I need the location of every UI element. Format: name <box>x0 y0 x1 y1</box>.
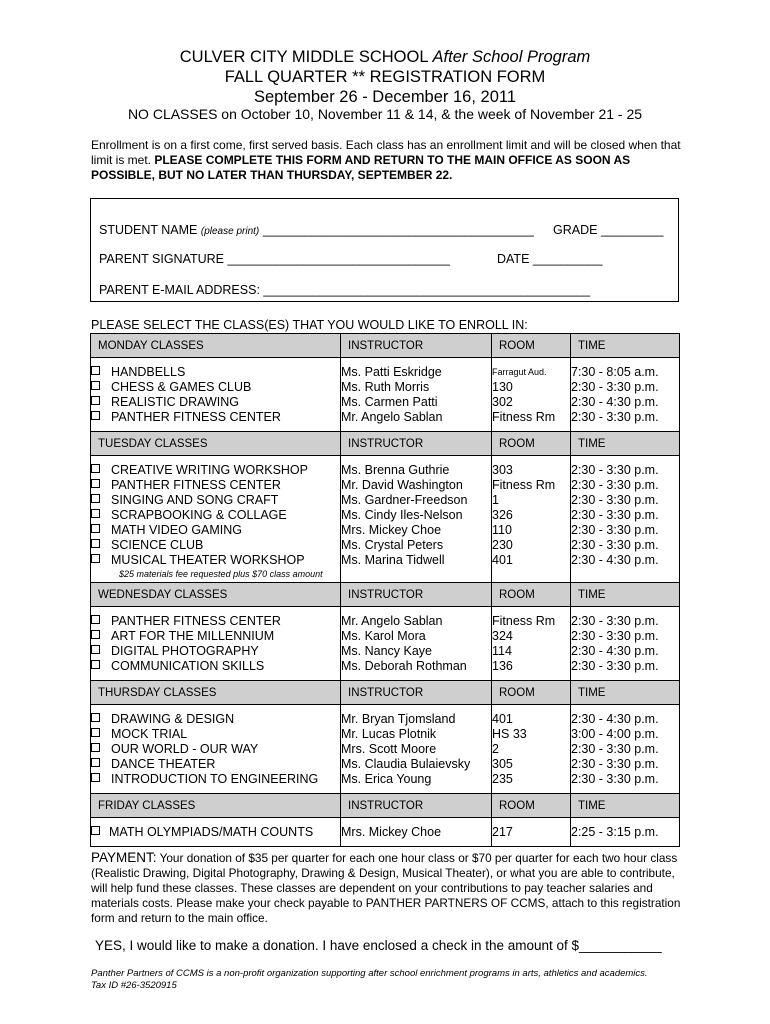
program-name: After School Program <box>432 48 591 66</box>
class-time: 2:30 - 4:30 p.m. <box>571 395 659 409</box>
room-number: 324 <box>492 629 513 643</box>
class-name: MATH OLYMPIADS/MATH COUNTS <box>109 825 314 839</box>
tuesday-class-list <box>91 456 341 583</box>
friday-times <box>571 818 680 847</box>
instructor-column-header: INSTRUCTOR <box>341 334 492 358</box>
checkbox[interactable] <box>91 773 100 782</box>
class-option[interactable] <box>91 659 340 674</box>
checkbox[interactable] <box>91 539 100 548</box>
instructor-name: Ms. Crystal Peters <box>341 538 444 552</box>
thursday-rooms <box>492 705 571 794</box>
monday-rooms <box>492 358 571 432</box>
class-option[interactable] <box>91 712 340 727</box>
class-name: OUR WORLD - OUR WAY <box>111 742 259 756</box>
checkbox[interactable] <box>91 524 100 533</box>
class-time: 2:30 - 3:30 p.m. <box>571 614 659 628</box>
grade-field[interactable] <box>553 223 664 237</box>
class-time: 2:30 - 3:30 p.m. <box>571 493 659 507</box>
time-column-header: TIME <box>571 432 680 456</box>
instructor-name: Ms. Ruth Morris <box>341 380 430 394</box>
date-line[interactable]: __________ <box>532 252 603 266</box>
wednesday-header-row <box>91 583 680 607</box>
class-time: 2:30 - 3:30 p.m. <box>571 629 659 643</box>
thursday-instructors <box>341 705 492 794</box>
class-option[interactable] <box>91 772 340 787</box>
parent-email-line[interactable]: _______________________________________________ <box>263 283 591 297</box>
friday-rooms <box>492 818 571 847</box>
instructor-name: Ms. Gardner-Freedson <box>341 493 468 507</box>
class-name: ART FOR THE MILLENNIUM <box>111 629 275 643</box>
parent-signature-label: PARENT SIGNATURE <box>99 252 225 266</box>
room-column-header: ROOM <box>492 794 571 818</box>
class-option[interactable] <box>91 523 340 538</box>
tuesday-classes-row <box>91 456 680 583</box>
parent-signature-line[interactable]: ________________________________ <box>227 252 450 266</box>
tuesday-rooms <box>492 456 571 583</box>
instructor-name: Ms. Carmen Patti <box>341 395 438 409</box>
instructor-name: Mr. Lucas Plotnik <box>341 727 437 741</box>
instructor-name: Mr. Angelo Sablan <box>341 614 443 628</box>
instructor-name: Mrs. Mickey Choe <box>341 523 442 537</box>
no-classes-label: NO CLASSES <box>127 106 218 122</box>
donation-line[interactable]: YES, I would like to make a donation. I have enclosed a check in the amount of $___________ <box>95 938 662 953</box>
footer-tax-id: Tax ID #26-3520915 <box>91 980 177 991</box>
class-option[interactable] <box>91 757 340 772</box>
room-column-header: ROOM <box>492 432 571 456</box>
checkbox[interactable] <box>91 494 100 503</box>
payment-paragraph <box>91 850 681 926</box>
class-name: DANCE THEATER <box>111 757 216 771</box>
class-option[interactable] <box>91 410 340 425</box>
checkbox[interactable] <box>91 381 100 390</box>
thursday-class-list <box>91 705 341 794</box>
class-name: MOCK TRIAL <box>111 727 188 741</box>
wednesday-times <box>571 607 680 681</box>
student-name-hint: (please print) <box>200 226 260 237</box>
class-name: COMMUNICATION SKILLS <box>111 659 265 673</box>
class-name: INTRODUCTION TO ENGINEERING <box>111 772 319 786</box>
room-number: 305 <box>492 757 513 771</box>
class-name: DIGITAL PHOTOGRAPHY <box>111 644 259 658</box>
checkbox[interactable] <box>91 396 100 405</box>
class-time: 2:30 - 3:30 p.m. <box>571 742 659 756</box>
checkbox[interactable] <box>91 464 100 473</box>
friday-class-list <box>91 818 341 847</box>
class-time: 7:30 - 8:05 a.m. <box>571 365 659 379</box>
room-number: 302 <box>492 395 513 409</box>
room-number: 136 <box>492 659 513 673</box>
room-number: 230 <box>492 538 513 552</box>
wednesday-header: WEDNESDAY CLASSES <box>91 583 341 607</box>
checkbox[interactable] <box>91 554 100 563</box>
no-classes-notice <box>0 106 770 122</box>
class-time: 2:30 - 3:30 p.m. <box>571 380 659 394</box>
class-time: 2:30 - 3:30 p.m. <box>571 410 659 424</box>
checkbox[interactable] <box>91 411 100 420</box>
room-number: 401 <box>492 712 513 726</box>
school-title <box>0 48 770 67</box>
grade-line[interactable]: _________ <box>600 223 664 237</box>
monday-classes-row <box>91 358 680 432</box>
class-time: 2:30 - 3:30 p.m. <box>571 463 659 477</box>
class-option[interactable] <box>91 508 340 523</box>
room-number: HS 33 <box>492 727 527 741</box>
instructor-name: Mrs. Mickey Choe <box>341 825 442 839</box>
checkbox[interactable] <box>91 366 100 375</box>
grade-label: GRADE <box>553 223 598 237</box>
time-column-header: TIME <box>571 583 680 607</box>
enrollment-emphasis: PLEASE COMPLETE THIS FORM AND RETURN TO THE MAIN OFFICE AS SOON AS POSSIBLE, BUT NO LATER THAN THURSDAY, SEPTEMBER 22. <box>91 153 631 182</box>
class-option[interactable] <box>91 538 340 553</box>
date-range: September 26 - December 16, 2011 <box>253 88 516 106</box>
no-classes-text: on October 10, November 11 & 14, & the week of November 21 - 25 <box>217 106 643 122</box>
monday-instructors <box>341 358 492 432</box>
class-time: 2:30 - 4:30 p.m. <box>571 644 659 658</box>
tuesday-instructors <box>341 456 492 583</box>
class-time: 2:30 - 3:30 p.m. <box>571 659 659 673</box>
time-column-header: TIME <box>571 794 680 818</box>
friday-classes-row <box>91 818 680 847</box>
enrollment-notice <box>91 138 691 183</box>
checkbox[interactable] <box>91 826 100 835</box>
instructor-name: Mr. Bryan Tjomsland <box>341 712 456 726</box>
checkbox[interactable] <box>91 630 100 639</box>
date-field[interactable] <box>497 252 602 266</box>
class-schedule-table <box>90 333 680 847</box>
time-column-header: TIME <box>571 681 680 705</box>
class-name: SCIENCE CLUB <box>111 538 204 552</box>
class-time: 3:00 - 4:00 p.m. <box>571 727 659 741</box>
class-option[interactable] <box>91 742 340 757</box>
payment-lead: PAYMENT: <box>91 850 157 865</box>
class-name: PANTHER FITNESS CENTER <box>111 614 281 628</box>
class-option[interactable] <box>91 380 340 395</box>
monday-header: MONDAY CLASSES <box>91 334 341 358</box>
class-option[interactable] <box>91 365 340 380</box>
friday-header-row <box>91 794 680 818</box>
checkbox[interactable] <box>91 743 100 752</box>
footer-line-1: Panther Partners of CCMS is a non-profit organization supporting after school enrichment programs in arts, athletics and academics. <box>91 968 648 979</box>
instructor-name: Ms. Marina Tidwell <box>341 553 445 567</box>
checkbox[interactable] <box>91 660 100 669</box>
checkbox[interactable] <box>91 758 100 767</box>
materials-fee-note: $25 materials fee requested plus $70 class amount <box>119 569 323 579</box>
room-number: 114 <box>492 644 512 658</box>
class-option[interactable] <box>91 395 340 410</box>
class-name: SINGING AND SONG CRAFT <box>111 493 279 507</box>
thursday-classes-row <box>91 705 680 794</box>
student-name-field[interactable] <box>99 223 534 237</box>
class-time: 2:25 - 3:15 p.m. <box>571 825 659 839</box>
instructor-name: Ms. Claudia Bulaievsky <box>341 757 471 771</box>
class-name: CREATIVE WRITING WORKSHOP <box>111 463 308 477</box>
class-name: HANDBELLS <box>111 365 186 379</box>
friday-instructors <box>341 818 492 847</box>
thursday-header: THURSDAY CLASSES <box>91 681 341 705</box>
class-option[interactable] <box>91 629 340 644</box>
class-option[interactable] <box>91 553 340 568</box>
form-title: FALL QUARTER ** REGISTRATION FORM <box>224 68 546 86</box>
class-time: 2:30 - 3:30 p.m. <box>571 772 659 786</box>
footer-note <box>91 968 648 992</box>
room-number: 110 <box>492 523 512 537</box>
school-name: CULVER CITY MIDDLE SCHOOL <box>179 48 428 66</box>
class-option[interactable] <box>91 463 340 478</box>
class-option[interactable] <box>91 727 340 742</box>
instructor-name: Ms. Brenna Guthrie <box>341 463 450 477</box>
instructor-name: Ms. Deborah Rothman <box>341 659 467 673</box>
checkbox[interactable] <box>91 615 100 624</box>
instructor-name: Ms. Nancy Kaye <box>341 644 433 658</box>
class-option[interactable] <box>91 493 340 508</box>
select-classes-label: PLEASE SELECT THE CLASS(ES) THAT YOU WOULD LIKE TO ENROLL IN: <box>91 318 528 332</box>
room-number: 401 <box>492 553 513 567</box>
class-time: 2:30 - 3:30 p.m. <box>571 538 659 552</box>
class-option[interactable] <box>91 644 340 659</box>
instructor-name: Ms. Erica Young <box>341 772 432 786</box>
room-number: 130 <box>492 380 513 394</box>
class-name: PANTHER FITNESS CENTER <box>111 410 281 424</box>
instructor-name: Ms. Karol Mora <box>341 629 426 643</box>
instructor-column-header: INSTRUCTOR <box>341 681 492 705</box>
payment-text: Your donation of $35 per quarter for each one hour class or $70 per quarter for each two hour class (Realistic Drawing, Digital Photography, Drawing & Design, Musical Theater), or what you are able to contribute, will help fund these classes. These classes are dependent on your contributions to pay teacher salaries and materials costs. Please make your check payable to PANTHER PARTNERS OF CCMS, attach to this registration form and return to the main office. <box>91 851 681 925</box>
instructor-name: Ms. Cindy Iles-Nelson <box>341 508 463 522</box>
room-number: 1 <box>492 493 499 507</box>
instructor-name: Mrs. Scott Moore <box>341 742 437 756</box>
thursday-times <box>571 705 680 794</box>
class-name: CHESS & GAMES CLUB <box>111 380 252 394</box>
instructor-name: Mr. Angelo Sablan <box>341 410 443 424</box>
date-label: DATE <box>497 252 530 266</box>
instructor-column-header: INSTRUCTOR <box>341 794 492 818</box>
wednesday-class-list <box>91 607 341 681</box>
room-column-header: ROOM <box>492 681 571 705</box>
class-time: 2:30 - 3:30 p.m. <box>571 523 659 537</box>
parent-email-label: PARENT E-MAIL ADDRESS: <box>99 283 260 297</box>
student-name-line[interactable]: _______________________________________ <box>262 223 534 237</box>
room-number: Fitness Rm <box>492 410 556 424</box>
room-number: 217 <box>492 825 513 839</box>
class-time: 2:30 - 3:30 p.m. <box>571 478 659 492</box>
time-column-header: TIME <box>571 334 680 358</box>
wednesday-rooms <box>492 607 571 681</box>
class-option[interactable] <box>91 478 340 493</box>
wednesday-classes-row <box>91 607 680 681</box>
wednesday-instructors <box>341 607 492 681</box>
checkbox[interactable] <box>91 509 100 518</box>
room-number: 303 <box>492 463 513 477</box>
parent-email-field[interactable] <box>99 283 590 297</box>
tuesday-times <box>571 456 680 583</box>
checkbox[interactable] <box>91 479 100 488</box>
tuesday-header: TUESDAY CLASSES <box>91 432 341 456</box>
class-option[interactable] <box>91 614 340 629</box>
checkbox[interactable] <box>91 645 100 654</box>
room-number: Fitness Rm <box>492 478 556 492</box>
monday-header-row <box>91 334 680 358</box>
room-number: Farragut Aud. <box>492 367 547 377</box>
instructor-name: Ms. Patti Eskridge <box>341 365 442 379</box>
room-number: 235 <box>492 772 513 786</box>
class-name: PANTHER FITNESS CENTER <box>111 478 281 492</box>
room-number: 2 <box>492 742 499 756</box>
instructor-column-header: INSTRUCTOR <box>341 432 492 456</box>
checkbox[interactable] <box>91 728 100 737</box>
room-number: Fitness Rm <box>492 614 556 628</box>
room-column-header: ROOM <box>492 334 571 358</box>
monday-times <box>571 358 680 432</box>
class-time: 2:30 - 3:30 p.m. <box>571 508 659 522</box>
friday-header: FRIDAY CLASSES <box>91 794 341 818</box>
room-number: 326 <box>492 508 513 522</box>
enrollment-text: Enrollment is on a first come, first served basis. Each class has an enrollment limit and will be closed when that limit is met. <box>91 138 681 167</box>
student-info-box <box>90 198 679 302</box>
tuesday-header-row <box>91 432 680 456</box>
instructor-name: Mr. David Washington <box>341 478 463 492</box>
instructor-column-header: INSTRUCTOR <box>341 583 492 607</box>
class-name: MUSICAL THEATER WORKSHOP <box>111 553 305 567</box>
student-name-label: STUDENT NAME <box>99 223 198 237</box>
room-column-header: ROOM <box>492 583 571 607</box>
class-time: 2:30 - 3:30 p.m. <box>571 757 659 771</box>
class-name: REALISTIC DRAWING <box>111 395 240 409</box>
parent-signature-field[interactable] <box>99 252 450 266</box>
class-time: 2:30 - 4:30 p.m. <box>571 553 659 567</box>
class-name: MATH VIDEO GAMING <box>111 523 243 537</box>
class-option[interactable] <box>91 825 340 840</box>
class-name: SCRAPBOOKING & COLLAGE <box>111 508 287 522</box>
checkbox[interactable] <box>91 713 100 722</box>
class-time: 2:30 - 4:30 p.m. <box>571 712 659 726</box>
thursday-header-row <box>91 681 680 705</box>
class-name: DRAWING & DESIGN <box>111 712 235 726</box>
monday-class-list <box>91 358 341 432</box>
